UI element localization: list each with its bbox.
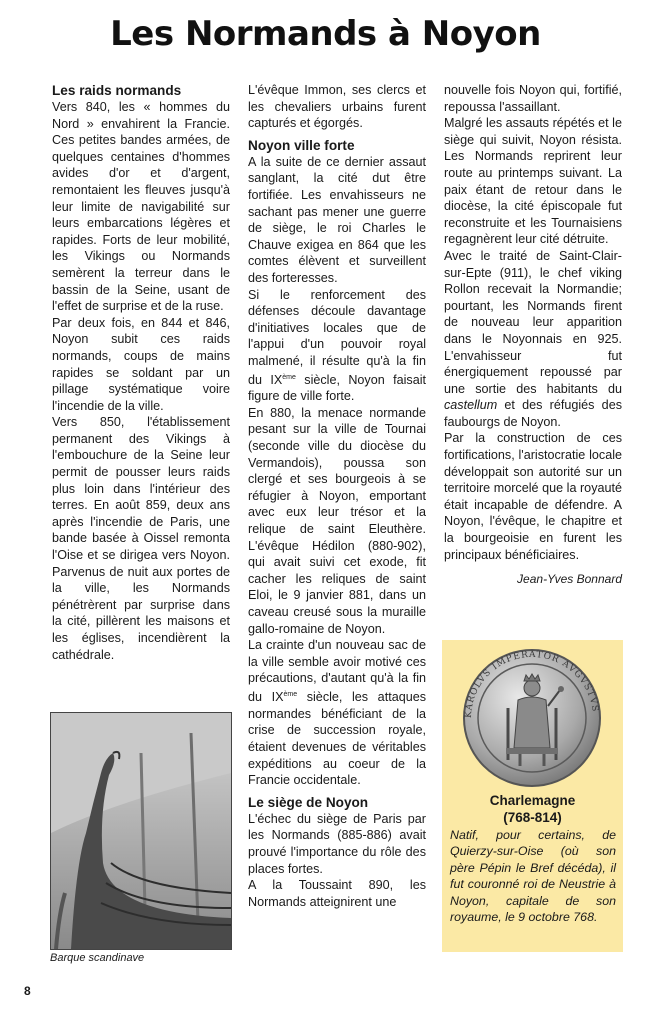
viking-ship-photo	[50, 712, 232, 950]
paragraph: Par deux fois, en 844 et 846, Noyon subit ces raids normands, coups de mains rapides se soldant par un pillage systématique voire l'incendie de la ville.	[52, 315, 230, 413]
column-1	[52, 82, 230, 663]
column-3	[444, 82, 622, 588]
sidebar-dates: (768-814)	[503, 810, 562, 825]
sidebar-title	[442, 792, 623, 826]
paragraph: A la Toussaint 890, les Normands atteignirent une	[248, 878, 426, 909]
paragraph: Par la construction de ces fortifications, l'aristocratie locale développait son autorité sur un territoire morcelé que la royauté était incapable de défendre. A Noyon, l'évêque, le chapitre et la bourgeoisie en furent les principaux bénéficiaires.	[444, 431, 622, 562]
page-title: Les Normands à Noyon	[110, 14, 541, 54]
column-2	[248, 82, 426, 910]
paragraph: Avec le traité de Saint-Clair-sur-Epte (911), le chef viking Rollon recevait la Normandie; pourtant, les Normands firent de nouveau leur apparition dans le Noyonnais en 925. L'envahisseur fut énergiquement repoussé par une sortie des habitants du castellum et des réfugiés des faubourgs de Noyon.	[444, 248, 622, 429]
author-signature: Jean-Yves Bonnard	[517, 572, 622, 587]
paragraph: En 880, la menace normande pesant sur la ville de Tournai (seconde ville du diocèse du Vermandois), poussa son clergé et ses bourgeois à se réfugier à Noyon, emportant avec eux leur trésor et la relique de saint Eleuthère. L'évêque Hédilon (880-902), qui avait suivi cet exode, fit cacher les reliques de saint Eloi, le 9 janvier 881, dans un caveau creusé sous la muraille gallo-romaine de Noyon.	[248, 405, 426, 636]
sidebar-name: Charlemagne	[489, 793, 576, 808]
paragraph: La crainte d'un nouveau sac de la ville semble avoir motivé ces précautions, d'autant qu'à la fin du IXème siècle, les attaques normandes bénéficiant de la crise de succession royale, étaient devenues de véritables expéditions au coeur de la Francie occidentale.	[248, 638, 427, 788]
paragraph: A la suite de ce dernier assaut sanglant, la cité dut être fortifiée. Les envahisseurs ne sachant pas mener une guerre de siège, le roi Charles le Chauve exigea en 864 que les comtes élèvent et surveillent des forteresses.	[248, 154, 426, 285]
section-heading-ville-forte: Noyon ville forte	[248, 137, 355, 153]
svg-text:KAROLVS IMPERATOR AVGVSTVS: KAROLVS IMPERATOR AVGVSTVS	[463, 649, 600, 719]
page-number: 8	[24, 984, 31, 998]
section-heading-siege: Le siège de Noyon	[248, 794, 369, 810]
photo-caption: Barque scandinave	[50, 952, 145, 964]
paragraph: Si le renforcement des défenses découle davantage d'initiatives locales que de l'appui d'un pouvoir royal malmené, il résulte qu'à la fin du IXème siècle, Noyon faisait figure de ville forte.	[248, 287, 427, 404]
paragraph: Malgré les assauts répétés et le siège qui suivit, Noyon résista. Les Normands reprirent leur route au printemps suivant. La paix étant de retour dans le diocèse, la cité épiscopale fut reconstruite et les Tournaisiens regagnèrent leur cité détruite.	[444, 116, 622, 247]
paragraph: Vers 850, l'établissement permanent des Vikings à l'embouchure de la Seine leur permit de pousser leurs raids plus loin dans l'intérieur des terres. En août 859, deux ans après l'incendie de Paris, une bande basée à Oissel remonta l'Oise et se dirigea vers Noyon. Parvenus de nuit aux portes de la ville, les Normands pénétrèrent par surprise dans la cité, pillèrent les maisons et les églises, incendièrent la cathédrale.	[52, 415, 230, 662]
paragraph: nouvelle fois Noyon qui, fortifié, repoussa l'assaillant.	[444, 83, 622, 114]
charlemagne-seal-image	[462, 648, 602, 793]
sidebar-description: Natif, pour certains, de Quierzy-sur-Oise (où son père Pépin le Bref décéda), il fut couronné roi de Neustrie à Noyon, capitale de son royaume, le 9 octobre 768.	[450, 828, 616, 925]
paragraph: Vers 840, les « hommes du Nord » envahirent la Francie. Ces petites bandes armées, de quelques centaines d'hommes avides d'or et d'argent, remontaient les fleuves jusqu'à leur limite de navigabilité sur leurs embarcations légères et rapides. Forts de leur mobilité, les Vikings ou Normands semèrent la terreur dans le bassin de la Seine, usant de l'effet de surprise et de la ruse.	[52, 100, 230, 314]
charlemagne-sidebar	[442, 640, 623, 952]
paragraph: L'échec du siège de Paris par les Normands (885-886) avait prouvé l'importance du rôle des places fortes.	[248, 811, 426, 876]
section-heading-raids: Les raids normands	[52, 83, 182, 98]
paragraph: L'évêque Immon, ses clercs et les chevaliers urbains furent capturés et égorgés.	[248, 83, 426, 131]
